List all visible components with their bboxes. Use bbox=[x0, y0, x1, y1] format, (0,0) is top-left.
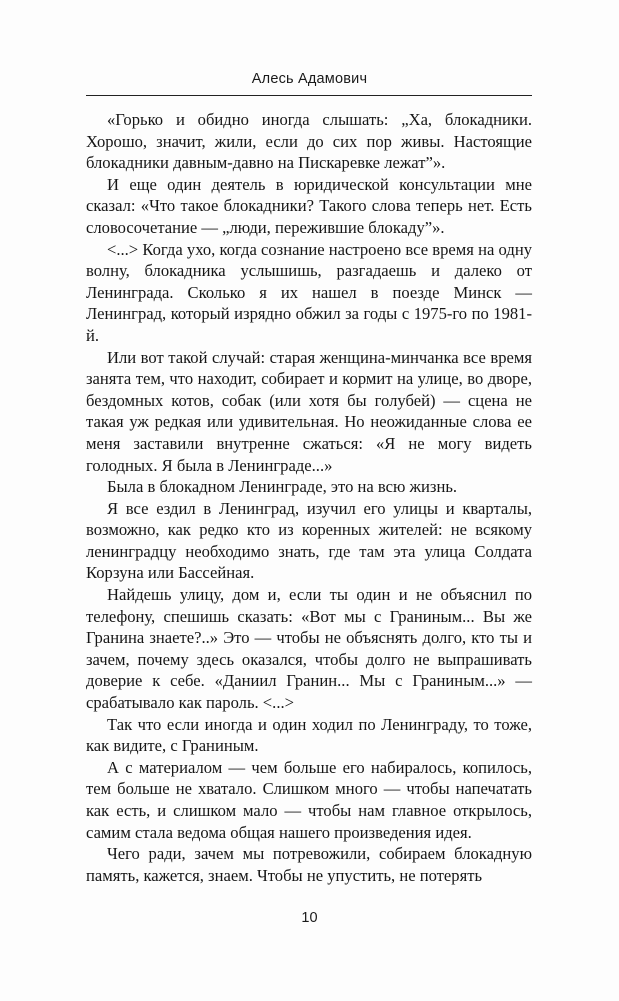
paragraph: Или вот такой случай: старая женщина-минчанка все время занята тем, что находит, собирает и кормит на улице, во дворе, бездомных котов, собак (или хотя бы голубей) — сцена не такая уж редкая или удивительная. Но неожиданные слова ее меня заставили внутренне сжаться: «Я не могу видеть голодных. Я была в Ленинграде...» bbox=[86, 347, 532, 475]
page-number: 10 bbox=[301, 910, 318, 926]
running-head-author: Алесь Адамович bbox=[251, 71, 368, 87]
paragraph: А с материалом — чем больше его набиралось, копилось, тем больше не хватало. Слишком много — чтобы напечатать как есть, и слишком мало — чтобы нам главное открылось, самим стала ведома общая нашего произведения идея. bbox=[86, 757, 532, 842]
header-rule bbox=[86, 95, 532, 96]
body-text bbox=[86, 109, 532, 886]
paragraph: «Горько и обидно иногда слышать: „Ха, блокадники. Хорошо, значит, жили, если до сих пор живы. Настоящие блокадники давным-давно на Пискаревке лежат”». bbox=[86, 110, 532, 173]
paragraph: Так что если иногда и один ходил по Ленинграду, то тоже, как видите, с Граниным. bbox=[86, 714, 532, 756]
paragraph: Найдешь улицу, дом и, если ты один и не объяснил по телефону, спешишь сказать: «Вот мы с Граниным... Вы же Гранина знаете?..» Это — чтобы не объяснять долго, кто ты и зачем, почему здесь оказался, чтобы долго не выпрашивать доверие к себе. «Даниил Гранин... Мы с Граниным...» — срабатывало как пароль. <...> bbox=[86, 585, 532, 713]
paragraph: Я все ездил в Ленинград, изучил его улицы и кварталы, возможно, как редко кто из коренных жителей: не всякому ленинградцу необходимо знать, где там эта улица Солдата Корзуна или Бассейная. bbox=[86, 498, 532, 583]
paragraph: <...> Когда ухо, когда сознание настроено все время на одну волну, блокадника услышишь, разгадаешь и далеко от Ленинграда. Сколько я их нашел в поезде Минск — Ленинград, который изрядно обжил за годы с 1975-го по 1981-й. bbox=[86, 239, 532, 345]
paragraph: Чего ради, зачем мы потревожили, собираем блокадную память, кажется, знаем. Чтобы не упустить, не потерять bbox=[86, 844, 532, 885]
paragraph: Была в блокадном Ленинграде, это на всю жизнь. bbox=[107, 477, 458, 497]
paragraph: И еще один деятель в юридической консультации мне сказал: «Что такое блокадники? Такого слова теперь нет. Есть словосочетание — „люди, пережившие блокаду”». bbox=[86, 174, 532, 237]
